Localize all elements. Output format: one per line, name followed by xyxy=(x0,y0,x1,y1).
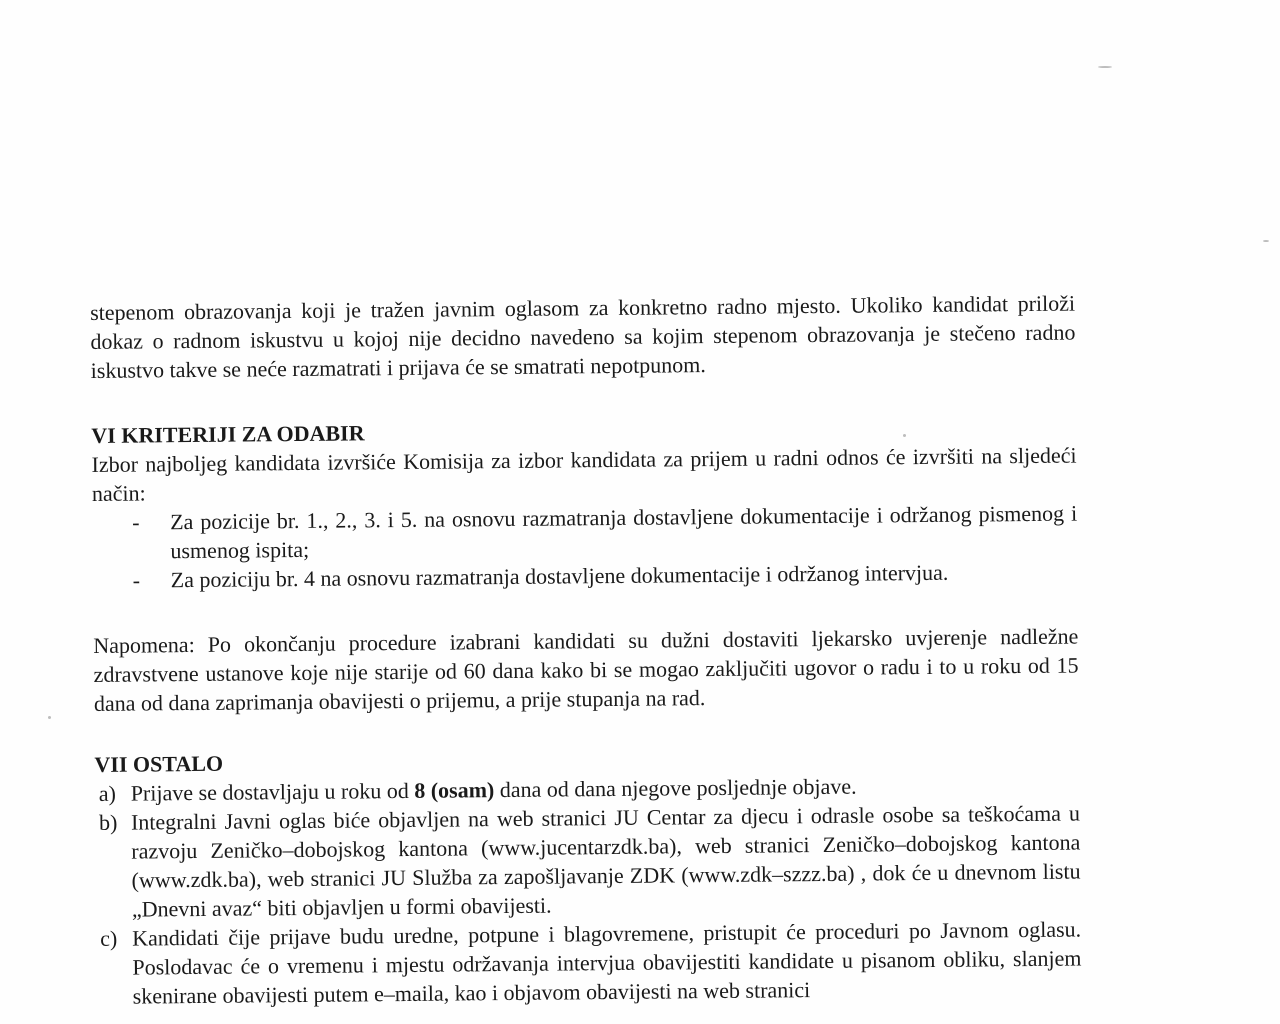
deadline-emphasis: 8 (osam) xyxy=(414,777,495,803)
list-item-text: Za poziciju br. 4 na osnovu razmatranja dostavljene dokumentacije i održanog intervjua. xyxy=(170,559,949,593)
section-heading: VI KRITERIJI ZA ODABIR xyxy=(91,420,365,448)
list-item-text: Kandidati čije prijave budu uredne, potpune i blagovremene, pristupit će proceduri po Javnom oglasu. Poslodavac će o vremenu i mjestu održavanja intervjua obavijestiti kandidate u pisanom obliku, slanjem skenirane obavijesti putem e–maila, kao i objavom obavijesti na web stranici xyxy=(132,916,1082,1009)
list-item-text: Integralni Javni oglas biće objavljen na web stranici JU Centar za djecu i odrasle osobe sa teškoćama u razvoju Zeničko–dobojskog kantona (www.jucentarzdk.ba), web stranici Zeničko–dobojskog kantona (www.zdk.ba), web stranici JU Služba za zapošljavanje ZDK (www.zdk–szzz.ba) , dok će u dnevnom listu „Dnevni avaz“ biti objavljen u formi obavijesti. xyxy=(130,800,1081,922)
list-item xyxy=(92,499,1078,566)
section-other xyxy=(94,741,1081,1011)
scan-speck xyxy=(48,716,51,719)
section-criteria xyxy=(91,412,1078,595)
list-item-text: Prijave se dostavljaju u roku od xyxy=(130,777,415,806)
scan-speck xyxy=(1263,240,1269,242)
dash-bullet: - xyxy=(132,567,141,593)
list-item-text: dana od dana njegove posljednje objave. xyxy=(494,773,857,803)
criteria-intro: Izbor najboljeg kandidata izvršiće Komisija za izbor kandidata za prijem u radni odnos će izvršiti na sljedeći način: xyxy=(91,442,1077,506)
list-marker: b) xyxy=(98,809,118,835)
section-heading: VII OSTALO xyxy=(94,750,224,777)
list-item-text: Za pozicije br. 1., 2., 3. i 5. na osnovu razmatranja dostavljene dokumentacije i održanog pismenog i usmenog ispita; xyxy=(170,500,1078,564)
other-list xyxy=(95,770,1082,1011)
intro-paragraph: stepenom obrazovanja koji je tražen javnim oglasom za konkretno radno mjesto. Ukoliko kandidat priloži dokaz o radnom iskustvu u kojoj nije decidno navedeno sa kojim stepenom obrazovanja je stečeno radno iskustvo takve se neće razmatrati i prijava će se smatrati nepotpunom. xyxy=(90,290,1076,383)
list-item xyxy=(95,799,1081,924)
note-paragraph: Napomena: Po okončanju procedure izabrani kandidati su dužni dostaviti ljekarsko uvjerenje nadležne zdravstvene ustanove koje nije starije od 60 dana kako bi se mogao zaključiti ugovor o radu i to u roku od 15 dana od dana zaprimanja obavijesti o prijemu, a prije stupanja na rad. xyxy=(93,623,1079,716)
criteria-list xyxy=(92,499,1078,595)
scan-speck xyxy=(1098,66,1112,68)
document-body xyxy=(90,289,1082,1011)
list-marker: c) xyxy=(100,925,118,951)
list-marker: a) xyxy=(98,780,116,806)
dash-bullet: - xyxy=(132,509,140,535)
list-item xyxy=(96,915,1082,1011)
